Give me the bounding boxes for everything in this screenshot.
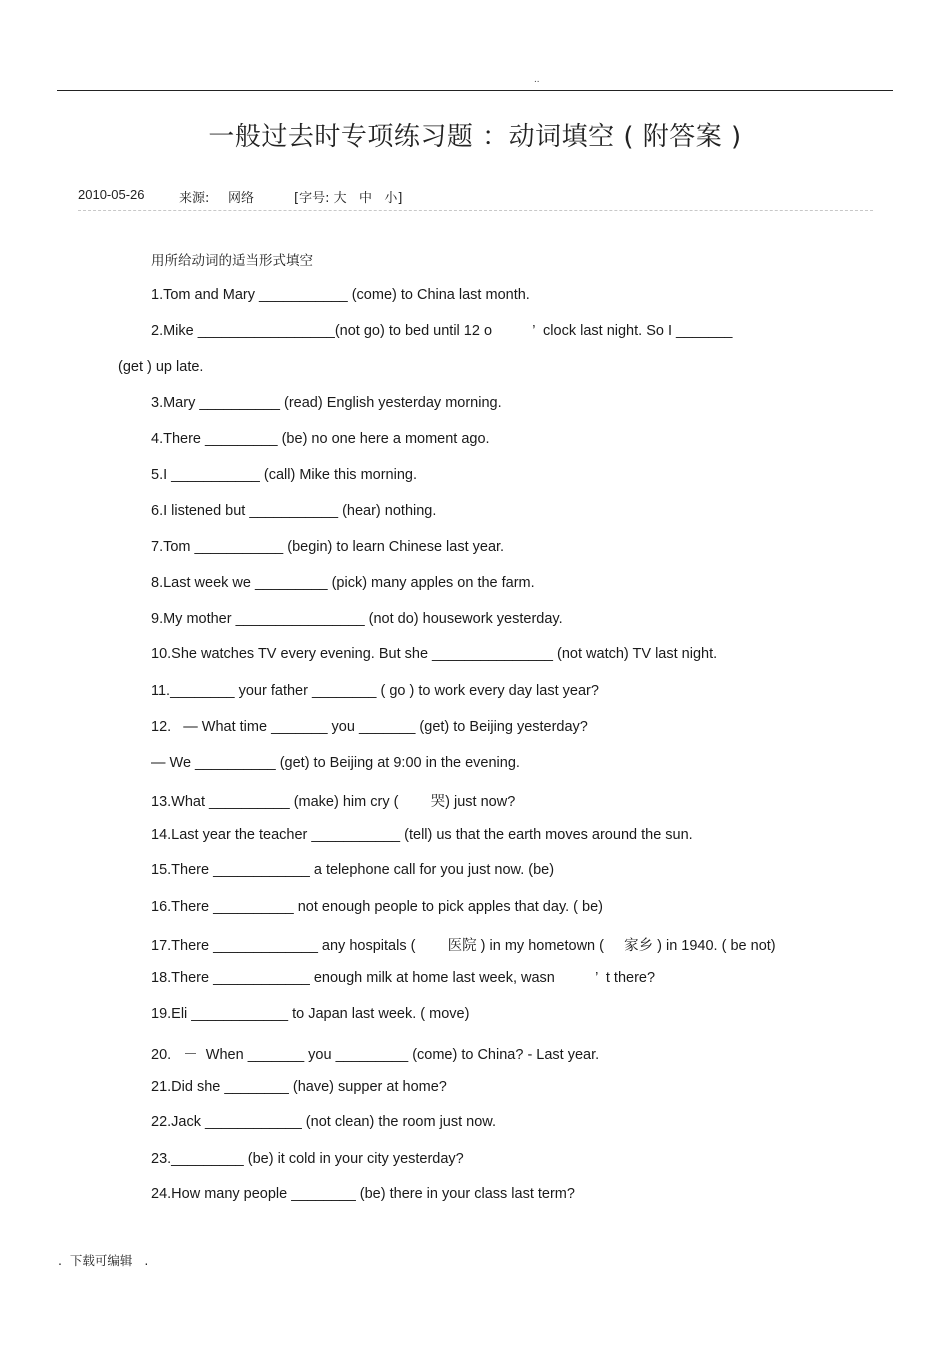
question-13: 13.What __________ (make) him cry ( 哭) just now? (151, 794, 516, 810)
font-size-selector[interactable]: [字号: 大 中 小] (294, 191, 403, 206)
question-5: 5.I ___________ (call) Mike this morning. (151, 467, 417, 483)
header-mark: .. (534, 74, 540, 85)
question-2-continued: (get ) up late. (118, 359, 204, 375)
question-20: 20. － When _______ you _________ (come) to China? - Last year. (151, 1047, 600, 1063)
question-15: 15.There ____________ a telephone call for you just now. (be) (151, 862, 555, 878)
question-4: 4.There _________ (be) no one here a moment ago. (151, 431, 490, 447)
meta-source: 网络 (228, 191, 255, 206)
question-11: 11.________ your father ________ ( go ) to work every day last year? (151, 683, 599, 699)
question-23: 23._________ (be) it cold in your city yesterday? (151, 1151, 464, 1167)
question-7: 7.Tom ___________ (begin) to learn Chinese last year. (151, 539, 505, 555)
question-10: 10.She watches TV every evening. But she _______________ (not watch) TV last night. (151, 646, 718, 662)
question-8: 8.Last week we _________ (pick) many apples on the farm. (151, 575, 535, 591)
top-rule (57, 90, 893, 91)
footer-note: . 下载可编辑 . (58, 1253, 149, 1268)
meta-source-label: 来源: (179, 191, 210, 206)
question-19: 19.Eli ____________ to Japan last week. ( move) (151, 1006, 470, 1022)
question-2: 2.Mike _________________(not go) to bed until 12 o ’ clock last night. So I _______ (151, 323, 733, 339)
question-16: 16.There __________ not enough people to pick apples that day. ( be) (151, 899, 603, 915)
question-24: 24.How many people ________ (be) there in your class last term? (151, 1186, 575, 1202)
question-14: 14.Last year the teacher ___________ (tell) us that the earth moves around the sun. (151, 827, 693, 843)
page-title: 一般过去时专项练习题 ：动词填空 ( 附答案 ) (208, 122, 742, 152)
question-17: 17.There _____________ any hospitals ( 医院 ) in my hometown ( 家乡 ) in 1940. ( be not) (151, 938, 776, 954)
question-18: 18.There ____________ enough milk at home last week, wasn ’ t there? (151, 970, 656, 986)
question-9: 9.My mother ________________ (not do) housework yesterday. (151, 611, 563, 627)
instruction: 用所给动词的适当形式填空 (151, 253, 313, 269)
question-6: 6.I listened but ___________ (hear) nothing. (151, 503, 437, 519)
question-12-answer: — We __________ (get) to Beijing at 9:00 in the evening. (151, 755, 520, 771)
question-21: 21.Did she ________ (have) supper at home? (151, 1079, 447, 1095)
question-22: 22.Jack ____________ (not clean) the room just now. (151, 1114, 497, 1130)
question-1: 1.Tom and Mary ___________ (come) to China last month. (151, 287, 530, 303)
question-12: 12. — What time _______ you _______ (get) to Beijing yesterday? (151, 719, 588, 735)
dashed-divider (78, 210, 873, 211)
question-3: 3.Mary __________ (read) English yesterday morning. (151, 395, 502, 411)
meta-date: 2010-05-26 (78, 187, 145, 202)
